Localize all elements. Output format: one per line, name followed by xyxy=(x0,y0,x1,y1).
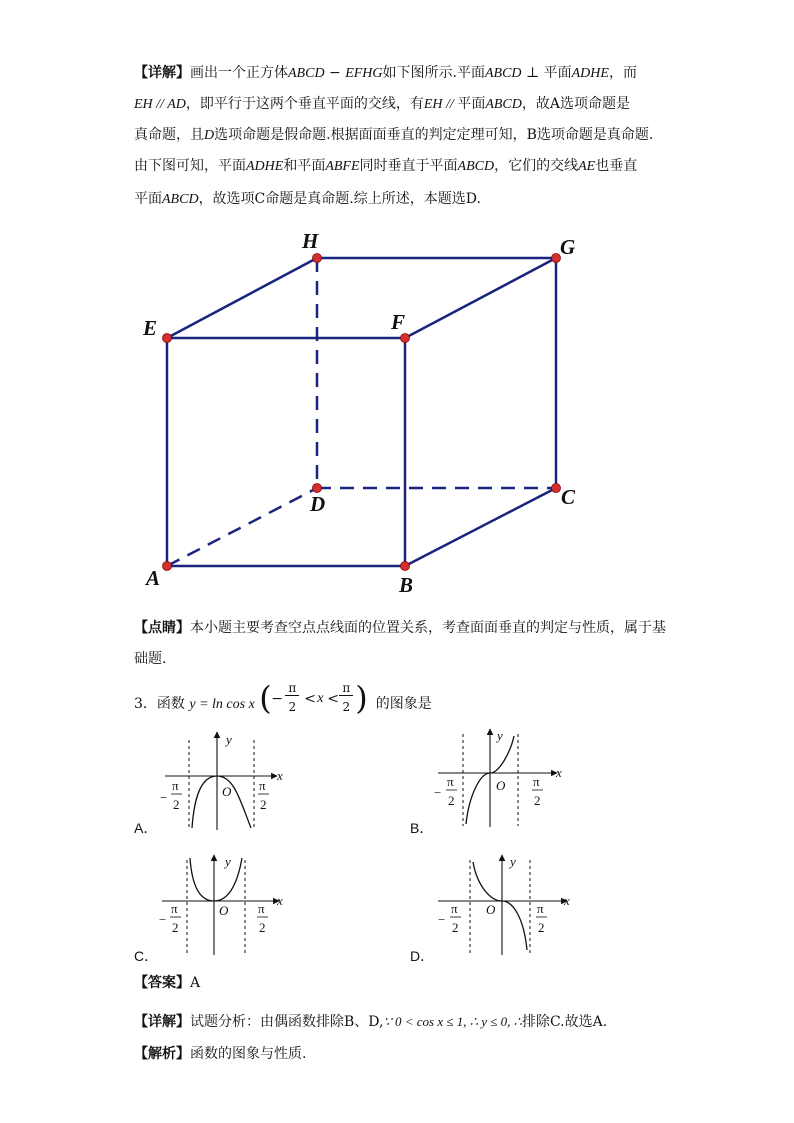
svg-text:x: x xyxy=(277,893,283,908)
option-d-label[interactable]: D． xyxy=(410,948,435,964)
label-E: E xyxy=(143,316,158,340)
label-D: D xyxy=(310,492,326,516)
label-B: B xyxy=(399,573,414,597)
label-G: G xyxy=(560,235,576,259)
review-tag: 【点睛】 xyxy=(134,620,190,636)
label-A: A xyxy=(146,566,161,590)
review-line-1: 【点睛】本小题主要考查空点点线面的位置关系，考查面面垂直的判定与性质，属于基 xyxy=(134,620,666,636)
svg-text:O: O xyxy=(219,903,229,918)
label-F: F xyxy=(391,310,406,334)
svg-text:π: π xyxy=(537,901,544,916)
svg-text:2: 2 xyxy=(538,920,545,935)
svg-text:−: − xyxy=(160,790,168,805)
svg-text:π: π xyxy=(447,774,454,789)
svg-text:π: π xyxy=(533,774,540,789)
svg-text:y: y xyxy=(497,728,503,743)
svg-text:−: − xyxy=(434,785,442,800)
label-H: H xyxy=(302,229,319,253)
review-line-2: 础题. xyxy=(134,651,167,667)
domain-condition: ( − π 2 < x < π 2 ) xyxy=(259,679,368,717)
svg-text:π: π xyxy=(259,778,266,793)
detail-line-5: 平面ABCD，故选项C命题是真命题.综上所述，本题选D. xyxy=(134,191,481,207)
svg-text:π: π xyxy=(172,778,179,793)
detail2-line: 【详解】试题分析：由偶函数排除B、D,∵ 0 < cos x ≤ 1, ∴ y ≤ 0, ∴排除C.故选A. xyxy=(134,1014,608,1030)
svg-text:O: O xyxy=(496,778,506,793)
svg-text:O: O xyxy=(486,902,496,917)
svg-text:x: x xyxy=(277,768,283,783)
curve-d xyxy=(473,862,527,950)
svg-text:O: O xyxy=(222,784,232,799)
answer-line xyxy=(134,972,200,992)
svg-text:π: π xyxy=(258,901,265,916)
detail2-tag: 【详解】 xyxy=(134,1014,190,1030)
svg-text:y: y xyxy=(225,854,231,869)
svg-text:2: 2 xyxy=(448,793,455,808)
svg-text:x: x xyxy=(564,893,570,908)
svg-text:π: π xyxy=(171,901,178,916)
option-a-label[interactable]: A． xyxy=(134,820,158,836)
detail2-math: ∵ 0 < cos x ≤ 1, ∴ y ≤ 0, ∴ xyxy=(383,1014,522,1029)
svg-text:2: 2 xyxy=(173,797,180,812)
question-3: 3．函数 y = ln cos x ( − π 2 < x < π 2 ) 的图象是 xyxy=(134,679,432,717)
svg-text:2: 2 xyxy=(259,920,266,935)
detail-line-2: EH // AD，即平行于这两个垂直平面的交线，有EH // 平面ABCD，故A选项命题是 xyxy=(134,96,631,112)
svg-text:2: 2 xyxy=(534,793,541,808)
label-C: C xyxy=(561,485,576,509)
detail-line-3: 真命题，且D选项命题是假命题.根据面面垂直的判定定理可知，B选项命题是真命题. xyxy=(134,127,654,143)
detail-tag: 【详解】 xyxy=(134,65,190,81)
svg-text:x: x xyxy=(556,765,562,780)
svg-text:−: − xyxy=(159,912,167,927)
svg-text:y: y xyxy=(510,854,516,869)
answer-value: A xyxy=(190,975,201,991)
svg-text:y: y xyxy=(226,732,232,747)
detail-line-1: 【详解】画出一个正方体ABCD − EFHG如下图所示.平面ABCD ⊥ 平面ADHE，而 xyxy=(134,65,637,81)
answer-tag: 【答案】 xyxy=(134,975,190,991)
curve-c xyxy=(190,858,242,901)
option-c-label[interactable]: C． xyxy=(134,948,159,964)
option-b-label[interactable]: B． xyxy=(410,820,434,836)
analysis-tag: 【解析】 xyxy=(134,1046,190,1062)
detail-line-4: 由下图可知，平面ADHE和平面ABFE同时垂直于平面ABCD，它们的交线AE也垂直 xyxy=(134,158,638,174)
svg-text:2: 2 xyxy=(260,797,267,812)
svg-text:2: 2 xyxy=(172,920,179,935)
analysis-line: 【解析】函数的图象与性质. xyxy=(134,1046,307,1062)
svg-text:π: π xyxy=(451,901,458,916)
svg-text:2: 2 xyxy=(452,920,459,935)
svg-text:−: − xyxy=(438,912,446,927)
